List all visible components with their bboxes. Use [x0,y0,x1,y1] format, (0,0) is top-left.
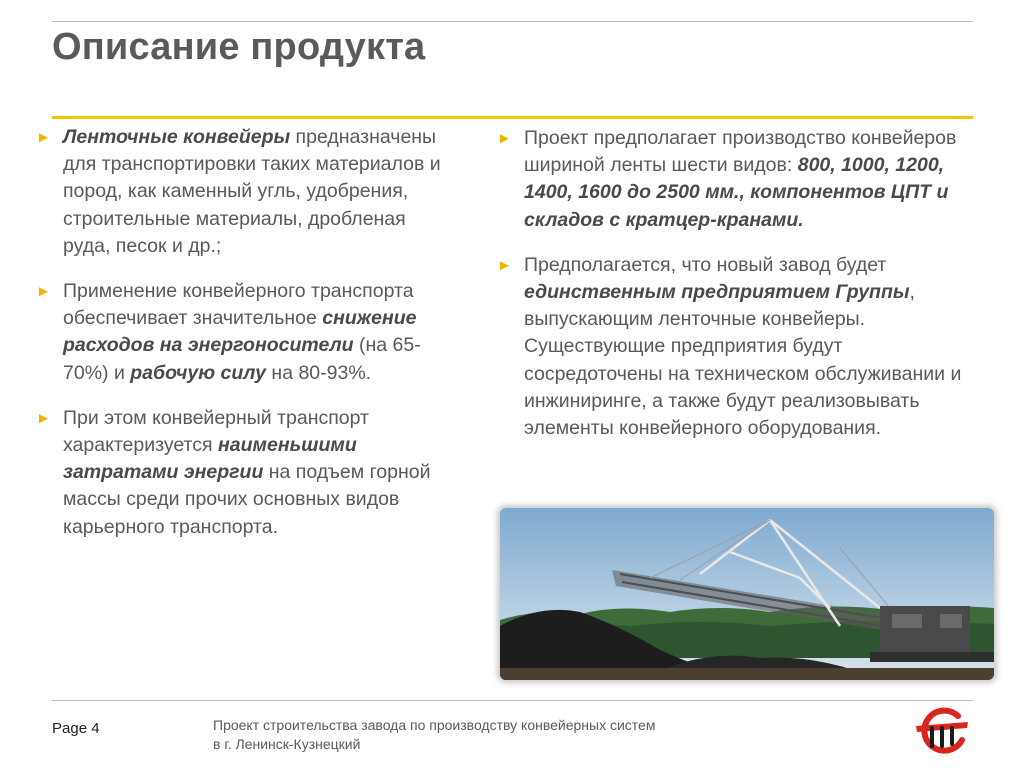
conveyor-stacker-photo [500,508,994,680]
bullet-item [497,252,977,442]
bullet-marker-icon: ► [36,409,51,427]
left-bullet-list [36,124,456,559]
company-logo-icon [912,706,972,756]
bullet-marker-icon: ► [497,256,512,274]
emphasized-text: рабочую силу [130,361,267,384]
footer-line-1: Проект строительства завода по производству конвейерных систем [213,717,656,733]
page-title: Описание продукта [52,26,426,68]
bullet-text: , выпускающим ленточные конвейеры. Существующие предприятия будут сосредоточены на техническом обслуживании и инжиниринге, а также будут реализовывать элементы конвейерного оборудования. [524,281,962,440]
footer-line-2: в г. Ленинск-Кузнецкий [213,736,361,752]
bullet-text: на 80-93%. [266,361,372,384]
footer-caption [213,716,655,754]
bullet-text: предназначены для транспортировки таких материалов и пород, как каменный угль, удобрения, строительные материалы, дробленая руда, песок и др.; [63,126,441,257]
bullet-item [497,125,977,234]
page-number: Page 4 [52,720,100,737]
bullet-text: на подъем горной массы среди прочих основных видов карьерного транспорта. [63,461,431,538]
emphasized-text: снижение расходов на энергоносители [63,307,417,357]
bullet-marker-icon: ► [36,283,51,301]
bullet-text: Применение конвейерного транспорта обеспечивает значительное [63,280,414,330]
emphasized-text: единственным предприятием Группы [524,281,910,304]
emphasized-text: наименьшими затратами энергии [63,434,357,484]
title-underline [52,116,973,119]
bullet-text: Проект предполагает производство конвейеров шириной ленты шести видов: [524,127,957,177]
bullet-text: (на 65-70%) и [63,334,421,384]
top-divider [52,21,973,22]
bullet-marker-icon: ► [36,129,51,146]
emphasized-text: Ленточные конвейеры [63,126,291,148]
bullet-item [36,124,456,260]
bullet-item [36,405,456,541]
bullet-text: При этом конвейерный транспорт характеризуется [63,406,369,457]
bullet-text: Предполагается, что новый завод будет [524,253,887,276]
emphasized-text: 800, 1000, 1200, 1400, 1600 до 2500 мм., компонентов ЦПТ и складов с кратцер-кранами. [524,154,949,231]
bullet-item [36,278,456,387]
footer-divider [52,700,973,701]
right-bullet-list [497,125,977,460]
bullet-marker-icon: ► [497,130,512,147]
